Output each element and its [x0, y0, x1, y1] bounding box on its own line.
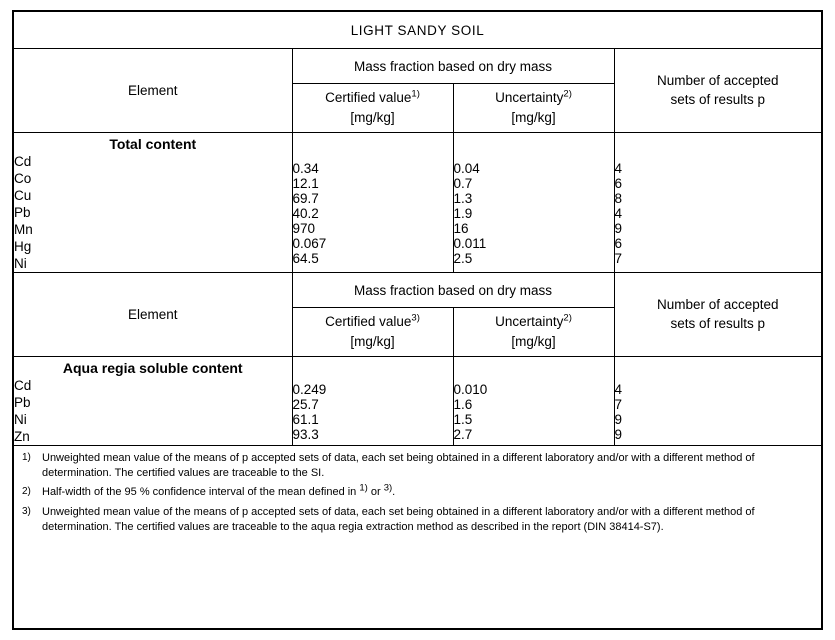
certified-co-1: 12.1	[292, 176, 319, 191]
uncertainty-pb-2: 1.6	[453, 397, 473, 412]
element-co-1: Co	[14, 171, 32, 186]
section-2-sets-spacer	[615, 360, 822, 382]
header-certified-2-unit: [mg/kg]	[350, 334, 395, 349]
section-1-element-column	[14, 133, 292, 273]
footnote-2-ref2: 3)	[383, 482, 393, 494]
header-sets-1-line2: sets of results p	[670, 91, 766, 107]
element-pb-2: Pb	[14, 395, 31, 410]
sets-co-1: 6	[614, 176, 623, 191]
element-cu-1: Cu	[14, 188, 32, 203]
certified-ni-1: 64.5	[292, 251, 319, 266]
header-uncertainty-2	[453, 308, 614, 357]
header-row-1a	[14, 49, 821, 84]
header-sets-2-line1: Number of accepted	[656, 297, 779, 313]
certified-ni-2: 61.1	[292, 412, 319, 427]
sets-cu-1: 8	[614, 191, 623, 206]
certified-cu-1: 69.7	[292, 191, 319, 206]
certified-hg-1: 0.067	[292, 236, 327, 251]
uncertainty-hg-1: 0.011	[453, 236, 487, 251]
section-2-element-list	[14, 377, 292, 445]
element-cd-2: Cd	[14, 378, 32, 393]
certified-mn-1: 970	[292, 221, 316, 236]
certificate-table	[14, 12, 821, 445]
section-1-sets-column	[614, 133, 821, 273]
uncertainty-cd-1: 0.04	[453, 161, 480, 176]
section-2-certified-column	[292, 357, 453, 446]
certified-pb-2: 25.7	[292, 397, 319, 412]
header-certified-1-unit: [mg/kg]	[350, 110, 395, 125]
uncertainty-mn-1: 16	[453, 221, 469, 236]
table-title-row	[14, 12, 821, 49]
element-mn-1: Mn	[14, 222, 33, 237]
header-certified-2-label: Certified value	[325, 314, 412, 330]
certified-cd-2: 0.249	[292, 382, 327, 397]
header-element-1: Element	[14, 49, 292, 133]
sets-zn-2: 9	[614, 427, 623, 442]
section-2-uncertainty-spacer	[454, 360, 614, 382]
header-certified-2-sup: 3)	[411, 312, 420, 324]
element-pb-1: Pb	[14, 205, 31, 220]
header-certified-1	[292, 84, 453, 133]
certified-cd-1: 0.34	[292, 161, 319, 176]
section-1-block-row	[14, 133, 821, 273]
section-2-uncertainty-column	[453, 357, 614, 446]
uncertainty-cu-1: 1.3	[453, 191, 473, 206]
header-mass-fraction-2: Mass fraction based on dry mass	[292, 273, 614, 308]
section-1-certified-column	[292, 133, 453, 273]
footnote-1	[22, 451, 811, 480]
certified-zn-2: 93.3	[292, 427, 319, 442]
footnote-3-mark: 3)	[22, 505, 31, 517]
header-certified-2	[292, 308, 453, 357]
footnote-2-text	[42, 482, 811, 500]
section-2-label: Aqua regia soluble content	[62, 360, 243, 376]
header-uncertainty-1-label: Uncertainty	[495, 90, 564, 106]
header-row-2a	[14, 273, 821, 308]
header-certified-1-label: Certified value	[325, 90, 412, 106]
uncertainty-ni-2: 1.5	[453, 412, 473, 427]
sets-mn-1: 9	[614, 221, 623, 236]
footnote-3	[22, 505, 811, 534]
sets-hg-1: 6	[614, 236, 623, 251]
section-2-block-row	[14, 357, 821, 446]
footnote-2-text-mid: or	[367, 486, 384, 499]
sets-ni-2: 9	[614, 412, 623, 427]
header-sets-2-line2: sets of results p	[670, 315, 766, 331]
header-uncertainty-2-label: Uncertainty	[495, 314, 564, 330]
uncertainty-cd-2: 0.010	[453, 382, 488, 397]
footnote-2-text-before: Half-width of the 95 % confidence interval of the mean defined in	[42, 486, 360, 499]
header-sets-1-line1: Number of accepted	[656, 73, 779, 89]
section-1-certified-spacer	[293, 139, 453, 161]
footnote-2	[22, 482, 811, 500]
uncertainty-ni-1: 2.5	[453, 251, 473, 266]
sets-pb-1: 4	[614, 206, 623, 221]
certificate-frame	[12, 10, 823, 630]
footnotes-section	[14, 445, 821, 628]
section-2-element-column	[14, 357, 292, 446]
element-cd-1: Cd	[14, 154, 32, 169]
sets-ni-1: 7	[614, 251, 623, 266]
section-1-label: Total content	[109, 136, 197, 152]
section-1-sets-spacer	[615, 139, 822, 161]
element-ni-2: Ni	[14, 412, 27, 427]
header-mass-fraction-1: Mass fraction based on dry mass	[292, 49, 614, 84]
element-hg-1: Hg	[14, 239, 32, 254]
certified-pb-1: 40.2	[292, 206, 319, 221]
uncertainty-pb-1: 1.9	[453, 206, 473, 221]
sets-cd-2: 4	[614, 382, 623, 397]
header-uncertainty-1-sup: 2)	[563, 88, 572, 100]
header-uncertainty-1-unit: [mg/kg]	[511, 110, 556, 125]
section-1-uncertainty-column	[453, 133, 614, 273]
element-zn-2: Zn	[14, 429, 30, 444]
sets-cd-1: 4	[614, 161, 623, 176]
uncertainty-co-1: 0.7	[453, 176, 473, 191]
footnote-2-text-after: .	[392, 486, 396, 499]
header-element-2: Element	[14, 273, 292, 357]
header-uncertainty-2-sup: 2)	[563, 312, 572, 324]
header-sets-2	[614, 273, 821, 357]
section-2-sets-column	[614, 357, 821, 446]
element-ni-1: Ni	[14, 256, 27, 271]
section-2-certified-spacer	[293, 360, 453, 382]
footnote-2-mark: 2)	[22, 486, 31, 498]
header-uncertainty-1	[453, 84, 614, 133]
header-uncertainty-2-unit: [mg/kg]	[511, 334, 556, 349]
uncertainty-zn-2: 2.7	[453, 427, 473, 442]
section-1-uncertainty-spacer	[454, 139, 614, 161]
page-title: LIGHT SANDY SOIL	[14, 12, 821, 49]
header-sets-1	[614, 49, 821, 133]
header-certified-1-sup: 1)	[411, 88, 420, 100]
footnote-2-ref1: 1)	[359, 482, 368, 494]
footnote-1-mark: 1)	[22, 452, 31, 463]
sets-pb-2: 7	[614, 397, 623, 412]
section-1-element-list	[14, 153, 292, 272]
footnote-1-text: Unweighted mean value of the means of p accepted sets of data, each set being obtained in a different laboratory and/or with a different method of determination. The certified values are traceable to the SI.	[42, 452, 755, 479]
footnote-3-text: Unweighted mean value of the means of p accepted sets of data, each set being obtained in a different laboratory and/or with a different method of determination. The certified values are traceable to the aqua regia extraction method as described in the report (DIN 38414-S7).	[42, 505, 755, 533]
